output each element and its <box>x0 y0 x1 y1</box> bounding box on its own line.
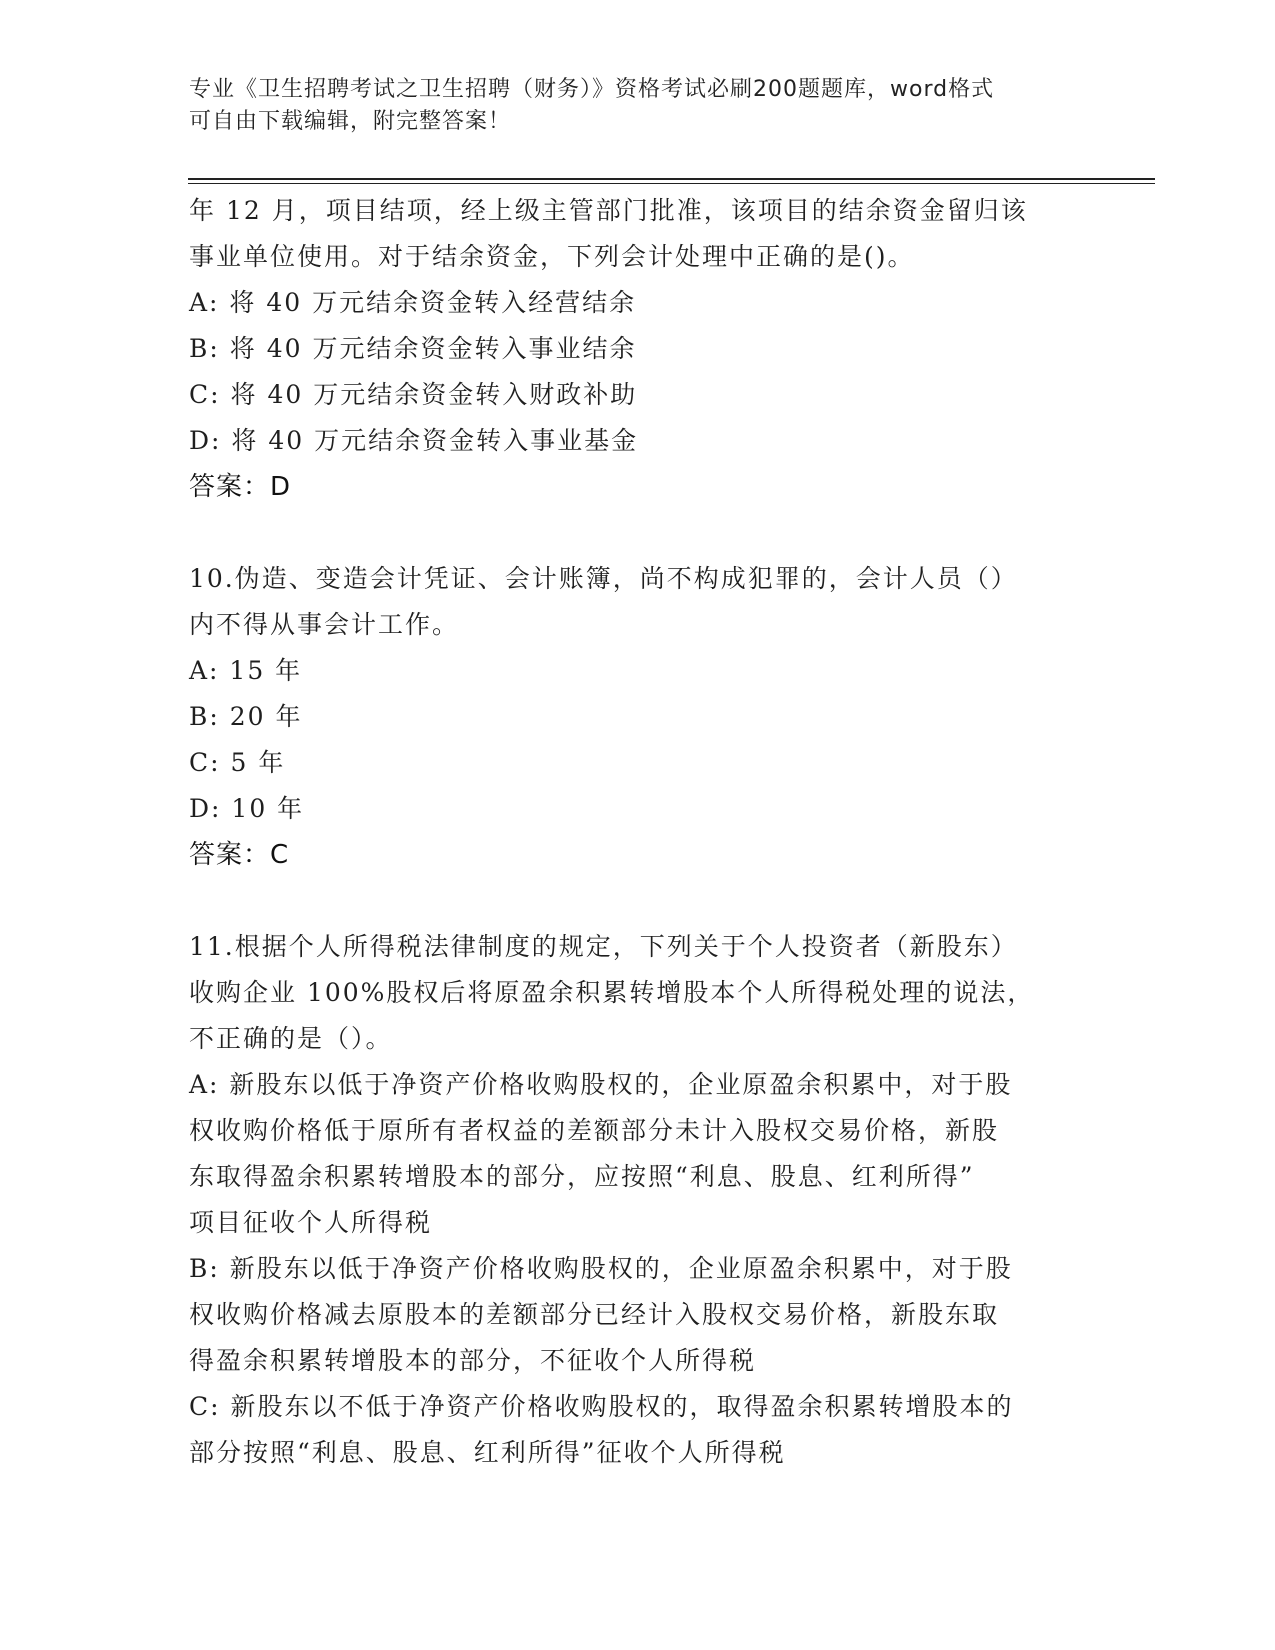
question-stem-line: 年 12 月，项目结项，经上级主管部门批准，该项目的结余资金留归该 <box>189 196 1028 225</box>
option-b-line: 权收购价格减去原股本的差额部分已经计入股权交易价格，新股东取 <box>189 1300 1000 1329</box>
option-b-line: B: 新股东以低于净资产价格收购股权的，企业原盈余积累中，对于股 <box>189 1254 1013 1283</box>
option-a: A: 15 年 <box>189 656 303 685</box>
question-9 <box>189 188 1089 510</box>
option-d: D: 10 年 <box>189 794 305 823</box>
header-title-line-2: 可自由下载编辑，附完整答案！ <box>189 109 512 134</box>
question-stem-line: 10.伪造、变造会计凭证、会计账簿，尚不构成犯罪的，会计人员（） <box>189 564 1018 593</box>
option-b: B: 20 年 <box>189 702 303 731</box>
option-c-line: 部分按照“利息、股息、红利所得”征收个人所得税 <box>189 1438 786 1467</box>
option-b: B: 将 40 万元结余资金转入事业结余 <box>189 334 637 363</box>
question-stem-line: 事业单位使用。对于结余资金，下列会计处理中正确的是()。 <box>189 242 915 271</box>
option-c-line: C: 新股东以不低于净资产价格收购股权的，取得盈余积累转增股本的 <box>189 1392 1014 1421</box>
option-a-line: 东取得盈余积累转增股本的部分，应按照“利息、股息、红利所得” <box>189 1162 975 1191</box>
header-title-line-1: 专业《卫生招聘考试之卫生招聘（财务）》资格考试必刷200题题库，word格式 <box>189 77 995 102</box>
option-d: D: 将 40 万元结余资金转入事业基金 <box>189 426 639 455</box>
header-divider-thin <box>188 183 1155 184</box>
option-c: C: 将 40 万元结余资金转入财政补助 <box>189 380 638 409</box>
question-11 <box>189 924 1089 1476</box>
option-a: A: 将 40 万元结余资金转入经营结余 <box>189 288 637 317</box>
header-divider-thick <box>188 178 1155 180</box>
document-header <box>189 74 1069 138</box>
option-a-line: 项目征收个人所得税 <box>189 1208 433 1237</box>
option-b-line: 得盈余积累转增股本的部分，不征收个人所得税 <box>189 1346 757 1375</box>
option-c: C: 5 年 <box>189 748 286 777</box>
question-stem-line: 11.根据个人所得税法律制度的规定，下列关于个人投资者（新股东） <box>189 932 1018 961</box>
question-stem-line: 内不得从事会计工作。 <box>189 610 460 639</box>
question-content <box>189 188 1089 1476</box>
answer-label: 答案：D <box>189 472 292 502</box>
question-stem-line: 收购企业 100%股权后将原盈余积累转增股本个人所得税处理的说法， <box>189 978 1035 1007</box>
question-stem-line: 不正确的是（）。 <box>189 1024 393 1053</box>
question-spacer <box>189 878 1089 924</box>
answer-label: 答案：C <box>189 840 290 870</box>
option-a-line: 权收购价格低于原所有者权益的差额部分未计入股权交易价格，新股 <box>189 1116 1000 1145</box>
question-10 <box>189 556 1089 878</box>
question-spacer <box>189 510 1089 556</box>
option-a-line: A: 新股东以低于净资产价格收购股权的，企业原盈余积累中，对于股 <box>189 1070 1013 1099</box>
